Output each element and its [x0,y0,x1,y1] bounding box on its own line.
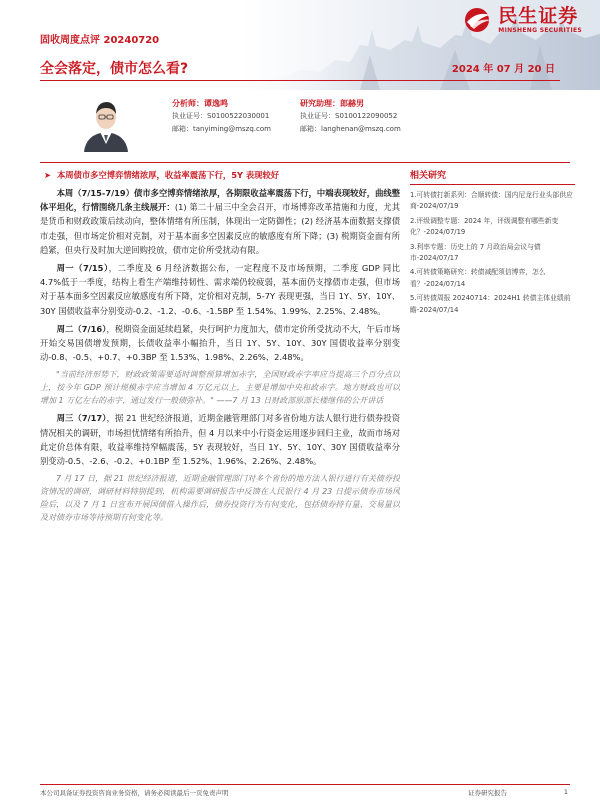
report-date: 2024 年 07 月 20 日 [451,64,555,75]
assistant-license: 执业证号：S0100122090052 [300,112,398,120]
related-research-item[interactable]: 4.可转债策略研究：转债减配须信博弈，怎么看？-2024/07/14 [410,268,546,288]
analyst-avatar [80,90,132,152]
related-research-item[interactable]: 1.可转债打新系列：合顺转债：国内尼龙行业头部供应商-2024/07/19 [410,191,573,211]
paragraph-lead: 周二（7/16） [56,323,107,334]
logo-chinese-text: 民生证券 [498,5,579,27]
page-number: 1 [563,788,568,796]
subhead-text: 本周债市多空博弈情绪浓厚，收益率震荡下行，5Y 表现较好 [56,170,280,180]
analyst-name: 谭逸鸣 [204,99,228,108]
related-research [410,168,575,319]
report-title: 全会落定，债市怎么看? [40,61,189,77]
minsheng-emblem-icon [462,7,494,33]
paragraph-text: ，二季度及 6 月经济数据公布，一定程度不及市场预期，二季度 GDP 同比 4.7%低于一季度，结构上看生产端维持韧性、需求端仍较疲弱，基本面仍支撑债市走强，但市场对于基本面多空因素反应敏感度有所下降，定价相对克制，5-7Y 表现更强，当日 1Y、5Y、10Y、30Y 国债收益率分别变动-0.2、-1.2、-0.6、-1.5BP 至 1.54%、1.99%、2.25%、2.48%。 [40,263,400,316]
paragraph-monday [40,261,400,318]
minsheng-logo [462,6,582,34]
paragraph-text: (1) 第二十届三中全会召开，市场博弈改革措施和力度，尤其是货币和财政政策后续动向，整体情绪有所压制，体现出一定防御性；(2) 经济基本面数据支撑债市走强，但市场定价相对克制，对于基本面多空因素反应的敏感度有所下降；(3) 税期资金面有所趋紧，但央行及时加大逆回购投放，债市定价所受扰动有限。 [40,202,400,255]
analyst-email: 邮箱：tanyiming@mszq.com [172,125,271,133]
paragraph-lead: 周一（7/15） [56,263,109,274]
related-research-divider [410,184,575,185]
footer-divider [40,784,570,785]
related-research-item[interactable]: 2.评级调整专题：2024 年，评级调整有哪些新变化？-2024/07/19 [410,216,559,237]
paragraph-text: ，税期资金面延续趋紧，央行呵护力度加大，债市定价所受扰动不大，午后市场开始交易国债增发预期，长债收益率小幅抬升，当日 1Y、5Y、10Y、30Y 国债收益率分别变动-0.8、-0.5、+0.7、+0.3BP 至 1.53%、1.98%、2.26%、2.48%。 [40,323,400,363]
related-research-item[interactable]: 5.可转债周报 20240714：2024H1 转债主体业绩前瞻-2024/07/14 [410,294,571,314]
assistant-email: 邮箱：langhenan@mszq.com [300,125,401,133]
paragraph-tuesday [40,322,400,365]
assistant-info [300,97,401,136]
authors-divider [40,162,570,163]
article-body [40,168,400,778]
assistant-name: 郎赫男 [340,99,364,108]
related-research-item[interactable]: 3.利率专题：历史上的 7 月政治局会议与债市-2024/07/17 [410,242,541,263]
quote-bank-survey: 7 月 17 日，据 21 世纪经济报道，近期金融管理部门对多个省份的地方法人银行进行有关债券投资情况的调研，调研材料特别提到，机构需要调研报告中反馈在人民银行 4 月 23 日提示债券市场风险后，以及 7 月 1 日宣布开展国债借入操作后，债券投资行为有何变化，包括债券持有量、交易量以及对债券市场等待预期有何变化等。 [40,474,400,523]
paragraph-weekly-summary [40,186,400,257]
analyst-info [172,97,271,136]
report-header [0,0,600,90]
paragraph-lead: 本周（7/15-7/19）债市多空博弈情绪浓厚，各期限收益率震荡下行，中端表现较好，曲线整体平坦化，行情围绕几条主线展开： [40,188,400,213]
paragraph-text: ，据 21 世纪经济报道，近期金融管理部门对多省份地方法人银行进行债券投资情况相关的调研，市场担忧情绪有所抬升，但 4 月以来中小行资金运用逐步回归主业，故而市场对此定价总体有限，收益率维持窄幅震荡，5Y 表现较好，当日 1Y、5Y、10Y、30Y 国债收益率分别变动-0.5、-2.6、-0.2、+0.1BP 至 1.52%、1.96%、2.26%、2.48%。 [40,413,400,467]
report-type: 固收周度点评 20240720 [40,35,160,46]
paragraph-lead: 周三（7/17） [56,413,107,424]
quote-fiscal-policy: "当前经济形势下，财政政策需要适时调整预算增加赤字，全国财政赤字率应当提高三个百分点以上，按今年 GDP 预计规模赤字应当增加 4 万亿元以上，主要是增加中央和政赤字。地方财政也可以增加 1 万亿左右的赤字，通过发行一般债弥补。" ——7 月 13 日财政部原部长楼继伟的公开讲话 [40,370,400,406]
arrow-right-icon: ➤ [44,170,51,180]
header-divider [40,80,560,81]
footer-disclaimer: 本公司具备证券投资咨询业务资格，请务必阅读最后一页免责声明 [40,789,229,797]
footer-label: 证券研究报告 [468,789,507,797]
logo-english-text: MINSHENG SECURITIES [498,27,582,34]
analyst-license: 执业证号：S0100522030001 [172,112,270,120]
section-subhead [40,168,400,182]
related-research-title: 相关研究 [410,171,447,181]
paragraph-wednesday [40,411,400,468]
assistant-role: 研究助理： [300,99,340,108]
analyst-role: 分析师： [172,99,204,108]
